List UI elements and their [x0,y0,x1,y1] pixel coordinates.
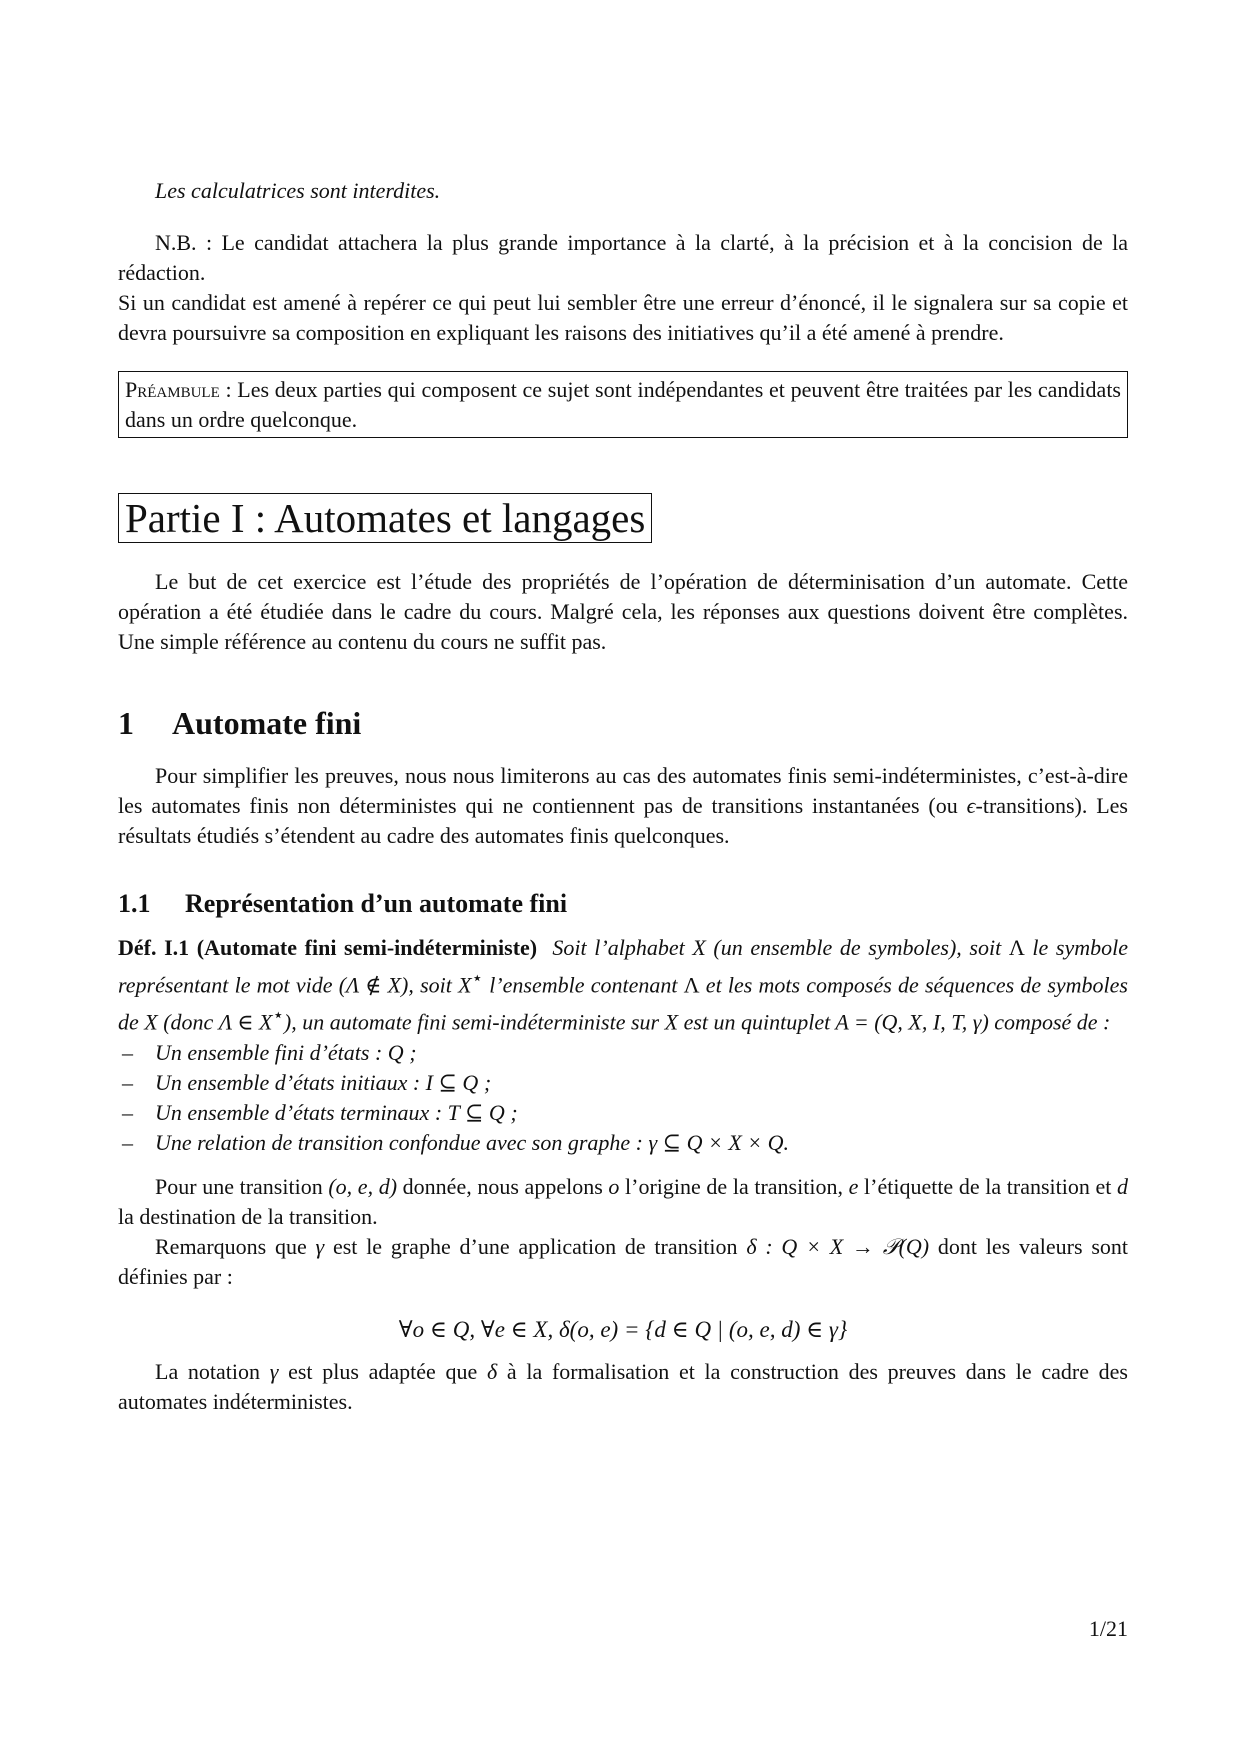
text: l’étiquette de la transition et [858,1173,1118,1199]
def-text: est un quintuplet [678,1009,836,1035]
list-item-text: Un ensemble fini d’états : [155,1039,388,1065]
list-item-math: Q [387,1039,404,1065]
partie-title: Partie I : Automates et langages [118,493,652,543]
def-text: et les mots composés de séquences de symboles de [118,972,1128,1035]
def-text: composé de : [988,1009,1111,1035]
def-math: Λ [1008,935,1025,960]
math: δ [486,1358,498,1384]
definition-paragraph [118,933,1128,1038]
math: (o, e, d) [328,1173,398,1199]
list-item-end: ; [403,1039,417,1065]
preambule-label: Préambule [125,377,220,402]
list-item-text: Un ensemble d’états initiaux : [155,1069,426,1095]
def-text: (donc [157,1009,219,1035]
subsection-heading [118,887,1128,921]
remark-paragraph [118,1232,1128,1292]
def-text: Soit l’alphabet [552,935,693,960]
def-text: ), un automate fini semi-indéterministe sur [283,1009,665,1035]
text: La notation [155,1358,270,1384]
section-number: 1 [118,705,134,741]
def-math: Λ ∉ X [346,972,402,998]
math: d [1117,1173,1129,1199]
list-item [118,1038,1128,1068]
display-formula: ∀o ∈ Q, ∀e ∈ X, δ(o, e) = {d ∈ Q | (o, e, d) ∈ γ} [398,1316,848,1342]
section-text-a: Pour simplifier les preuves, nous nous limiterons au cas des automates finis semi-indéterministes, c’est-à-dire les automates finis non déterministes qui ne contiennent pas de transitions instantanées (ou [118,763,1128,818]
def-math: X [458,972,472,998]
definition-list [118,1038,1128,1158]
section-text-b: -transitions). Les résultats étudiés s’étendent au cadre des automates finis quelconques. [118,793,1128,848]
nb-paragraph: N.B. : Le candidat attachera la plus grande importance à la clarté, à la précision et à la concision de la rédaction. [118,230,1128,285]
list-item-math: T ⊆ Q [447,1099,505,1125]
text: dont les valeurs sont définies par : [118,1233,1128,1289]
list-item [118,1098,1128,1128]
transition-paragraph [118,1172,1128,1232]
text: Pour une transition [155,1173,329,1199]
partie-intro: Le but de cet exercice est l’étude des propriétés de l’opération de déterminisation d’un automate. Cette opération a été étudiée dans le cadre du cours. Malgré cela, les réponses aux questions doivent être complètes. Une simple référence au contenu du cours ne suffit pas. [118,569,1128,654]
preambule-text: : Les deux parties qui composent ce sujet sont indépendantes et peuvent être traitées par les candidats dans un ordre quelconque. [125,377,1121,432]
page-number: 1/21 [1088,1616,1128,1641]
def-math: Λ ∈ X [218,1009,273,1035]
list-item-end: ; [478,1069,492,1095]
section-heading [118,703,1128,743]
text: à la formalisation et la construction des preuves dans le cadre des automates indéterministes. [118,1358,1128,1414]
list-item-text: Une relation de transition confondue avec son graphe : [155,1129,649,1155]
text: l’origine de la transition, [619,1173,849,1199]
erratum-paragraph: Si un candidat est amené à repérer ce qui peut lui sembler être une erreur d’énoncé, il le signalera sur sa copie et devra poursuivre sa composition en expliquant les raisons des initiatives qu’il a été amené à prendre. [118,290,1128,345]
notation-paragraph [118,1357,1128,1417]
math: γ [269,1358,279,1384]
text: la destination de la transition. [118,1203,378,1229]
text: est plus adaptée que [278,1358,487,1384]
text: donnée, nous appelons [397,1173,609,1199]
def-math: A = (Q, X, I, T, γ) [835,1009,989,1035]
text: est le graphe d’une application de transition [324,1233,747,1259]
def-math: ⋆ [272,1005,284,1026]
def-math: Λ [683,972,700,998]
math: o [608,1173,620,1199]
subsection-number: 1.1 [118,889,151,918]
math: e [848,1173,859,1199]
def-text: ), soit [401,972,459,998]
subsection-title: Représentation d’un automate fini [185,889,568,918]
text: Remarquons que [155,1233,316,1259]
list-item [118,1068,1128,1098]
math: γ [315,1233,325,1259]
definition-label: Déf. I.1 (Automate fini semi-indéterministe) [118,935,538,960]
list-item [118,1128,1128,1158]
section-paragraph [118,761,1128,851]
def-text: l’ensemble contenant [483,972,684,998]
epsilon-symbol: ϵ [966,793,976,818]
def-math: X [692,935,706,960]
section-title: Automate fini [172,705,362,741]
list-item-end: . [783,1129,790,1155]
def-text: le symbole représentant le mot vide ( [118,935,1129,998]
document-page [118,176,1128,1417]
def-math: X [664,1009,679,1035]
list-item-math: γ ⊆ Q × X × Q [648,1129,784,1155]
def-math: X [144,1009,158,1035]
math: δ : Q × X → 𝒫(Q) [746,1233,930,1259]
list-item-end: ; [504,1099,518,1125]
calculator-note: Les calculatrices sont interdites. [155,178,441,203]
def-text: (un ensemble de symboles), soit [705,935,1009,960]
list-item-text: Un ensemble d’états terminaux : [155,1099,448,1125]
preambule-box [118,371,1128,438]
def-math: ⋆ [471,968,483,988]
list-item-math: I ⊆ Q [425,1069,479,1095]
